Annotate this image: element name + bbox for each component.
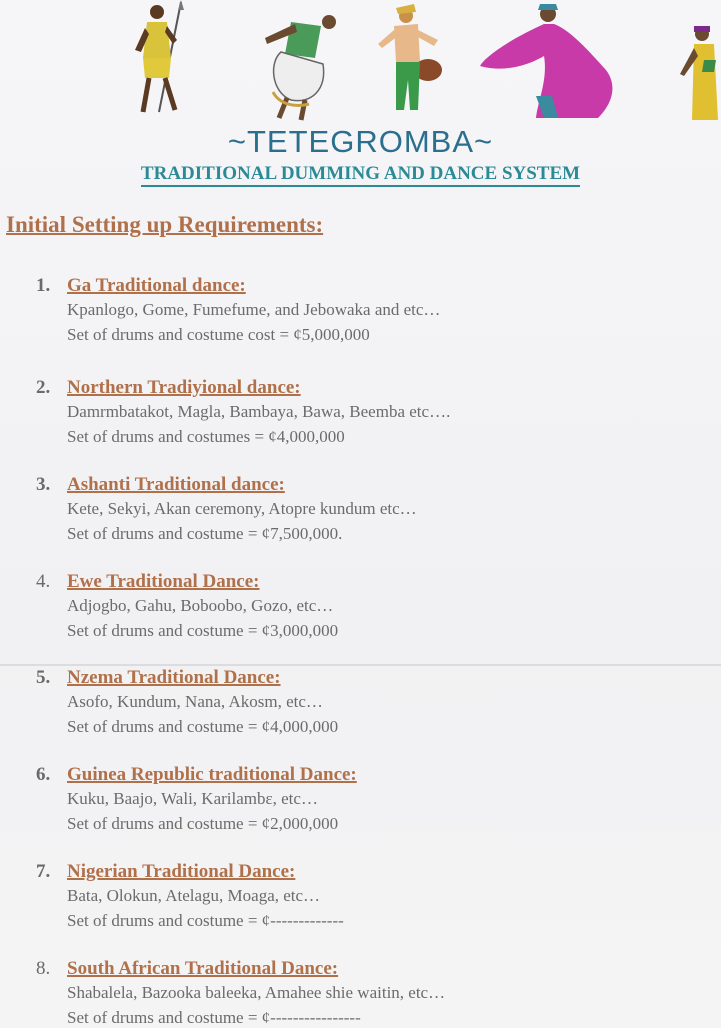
- warrior-figure-icon: [125, 0, 190, 125]
- item-dances: Kete, Sekyi, Akan ceremony, Atopre kundum etc…: [67, 499, 417, 518]
- item-cost: Set of drums and costumes = ¢4,000,000: [67, 427, 345, 446]
- item-cost: Set of drums and costume = ¢----------------: [67, 1008, 361, 1027]
- robed-dancer-figure-icon: [478, 0, 618, 125]
- drummer-figure-icon: [372, 0, 447, 125]
- item-title: Ashanti Traditional dance:: [67, 474, 285, 495]
- section-heading: Initial Setting up Requirements:: [6, 212, 324, 237]
- page-title: ~TETEGROMBA~: [227, 124, 494, 159]
- dancer-illustrations: [0, 0, 721, 125]
- item-dances: Asofo, Kundum, Nana, Akosm, etc…: [67, 692, 323, 711]
- item-dances: Damrmbatakot, Magla, Bambaya, Bawa, Beemba etc….: [67, 402, 451, 421]
- item-dances: Shabalela, Bazooka baleeka, Amahee shie waitin, etc…: [67, 983, 446, 1002]
- item-title: Nigerian Traditional Dance:: [67, 861, 296, 882]
- item-dances: Kuku, Baajo, Wali, Karilambɛ, etc…: [67, 789, 318, 808]
- dancer-figure-icon: [255, 0, 345, 125]
- item-cost: Set of drums and costume = ¢-------------: [67, 911, 344, 930]
- item-number: 4.: [36, 571, 51, 592]
- item-number: 7.: [36, 861, 51, 882]
- item-cost: Set of drums and costume cost = ¢5,000,000: [67, 325, 370, 344]
- page-subtitle: [0, 163, 721, 185]
- item-number: 5.: [36, 667, 51, 688]
- page-subtitle-text: TRADITIONAL DUMMING AND DANCE SYSTEM: [141, 163, 580, 187]
- woman-figure-icon: [676, 0, 721, 125]
- item-cost: Set of drums and costume = ¢4,000,000: [67, 717, 339, 736]
- item-title: Ewe Traditional Dance:: [67, 571, 260, 592]
- item-number: 8.: [36, 958, 51, 979]
- item-number: 6.: [36, 764, 51, 785]
- item-dances: Bata, Olokun, Atelagu, Moaga, etc…: [67, 886, 321, 905]
- item-title: Ga Traditional dance:: [67, 275, 246, 296]
- item-number: 1.: [36, 275, 51, 296]
- item-title: Nzema Traditional Dance:: [67, 667, 281, 688]
- item-dances: Kpanlogo, Gome, Fumefume, and Jebowaka and etc…: [67, 300, 441, 319]
- item-number: 2.: [36, 377, 51, 398]
- item-dances: Adjogbo, Gahu, Boboobo, Gozo, etc…: [67, 596, 334, 615]
- paper-fold-line: [0, 664, 721, 666]
- item-cost: Set of drums and costume = ¢7,500,000.: [67, 524, 343, 543]
- item-title: South African Traditional Dance:: [67, 958, 339, 979]
- item-cost: Set of drums and costume = ¢3,000,000: [67, 621, 339, 640]
- item-title: Guinea Republic traditional Dance:: [67, 764, 357, 785]
- item-title: Northern Tradiyional dance:: [67, 377, 301, 398]
- item-cost: Set of drums and costume = ¢2,000,000: [67, 814, 339, 833]
- item-number: 3.: [36, 474, 51, 495]
